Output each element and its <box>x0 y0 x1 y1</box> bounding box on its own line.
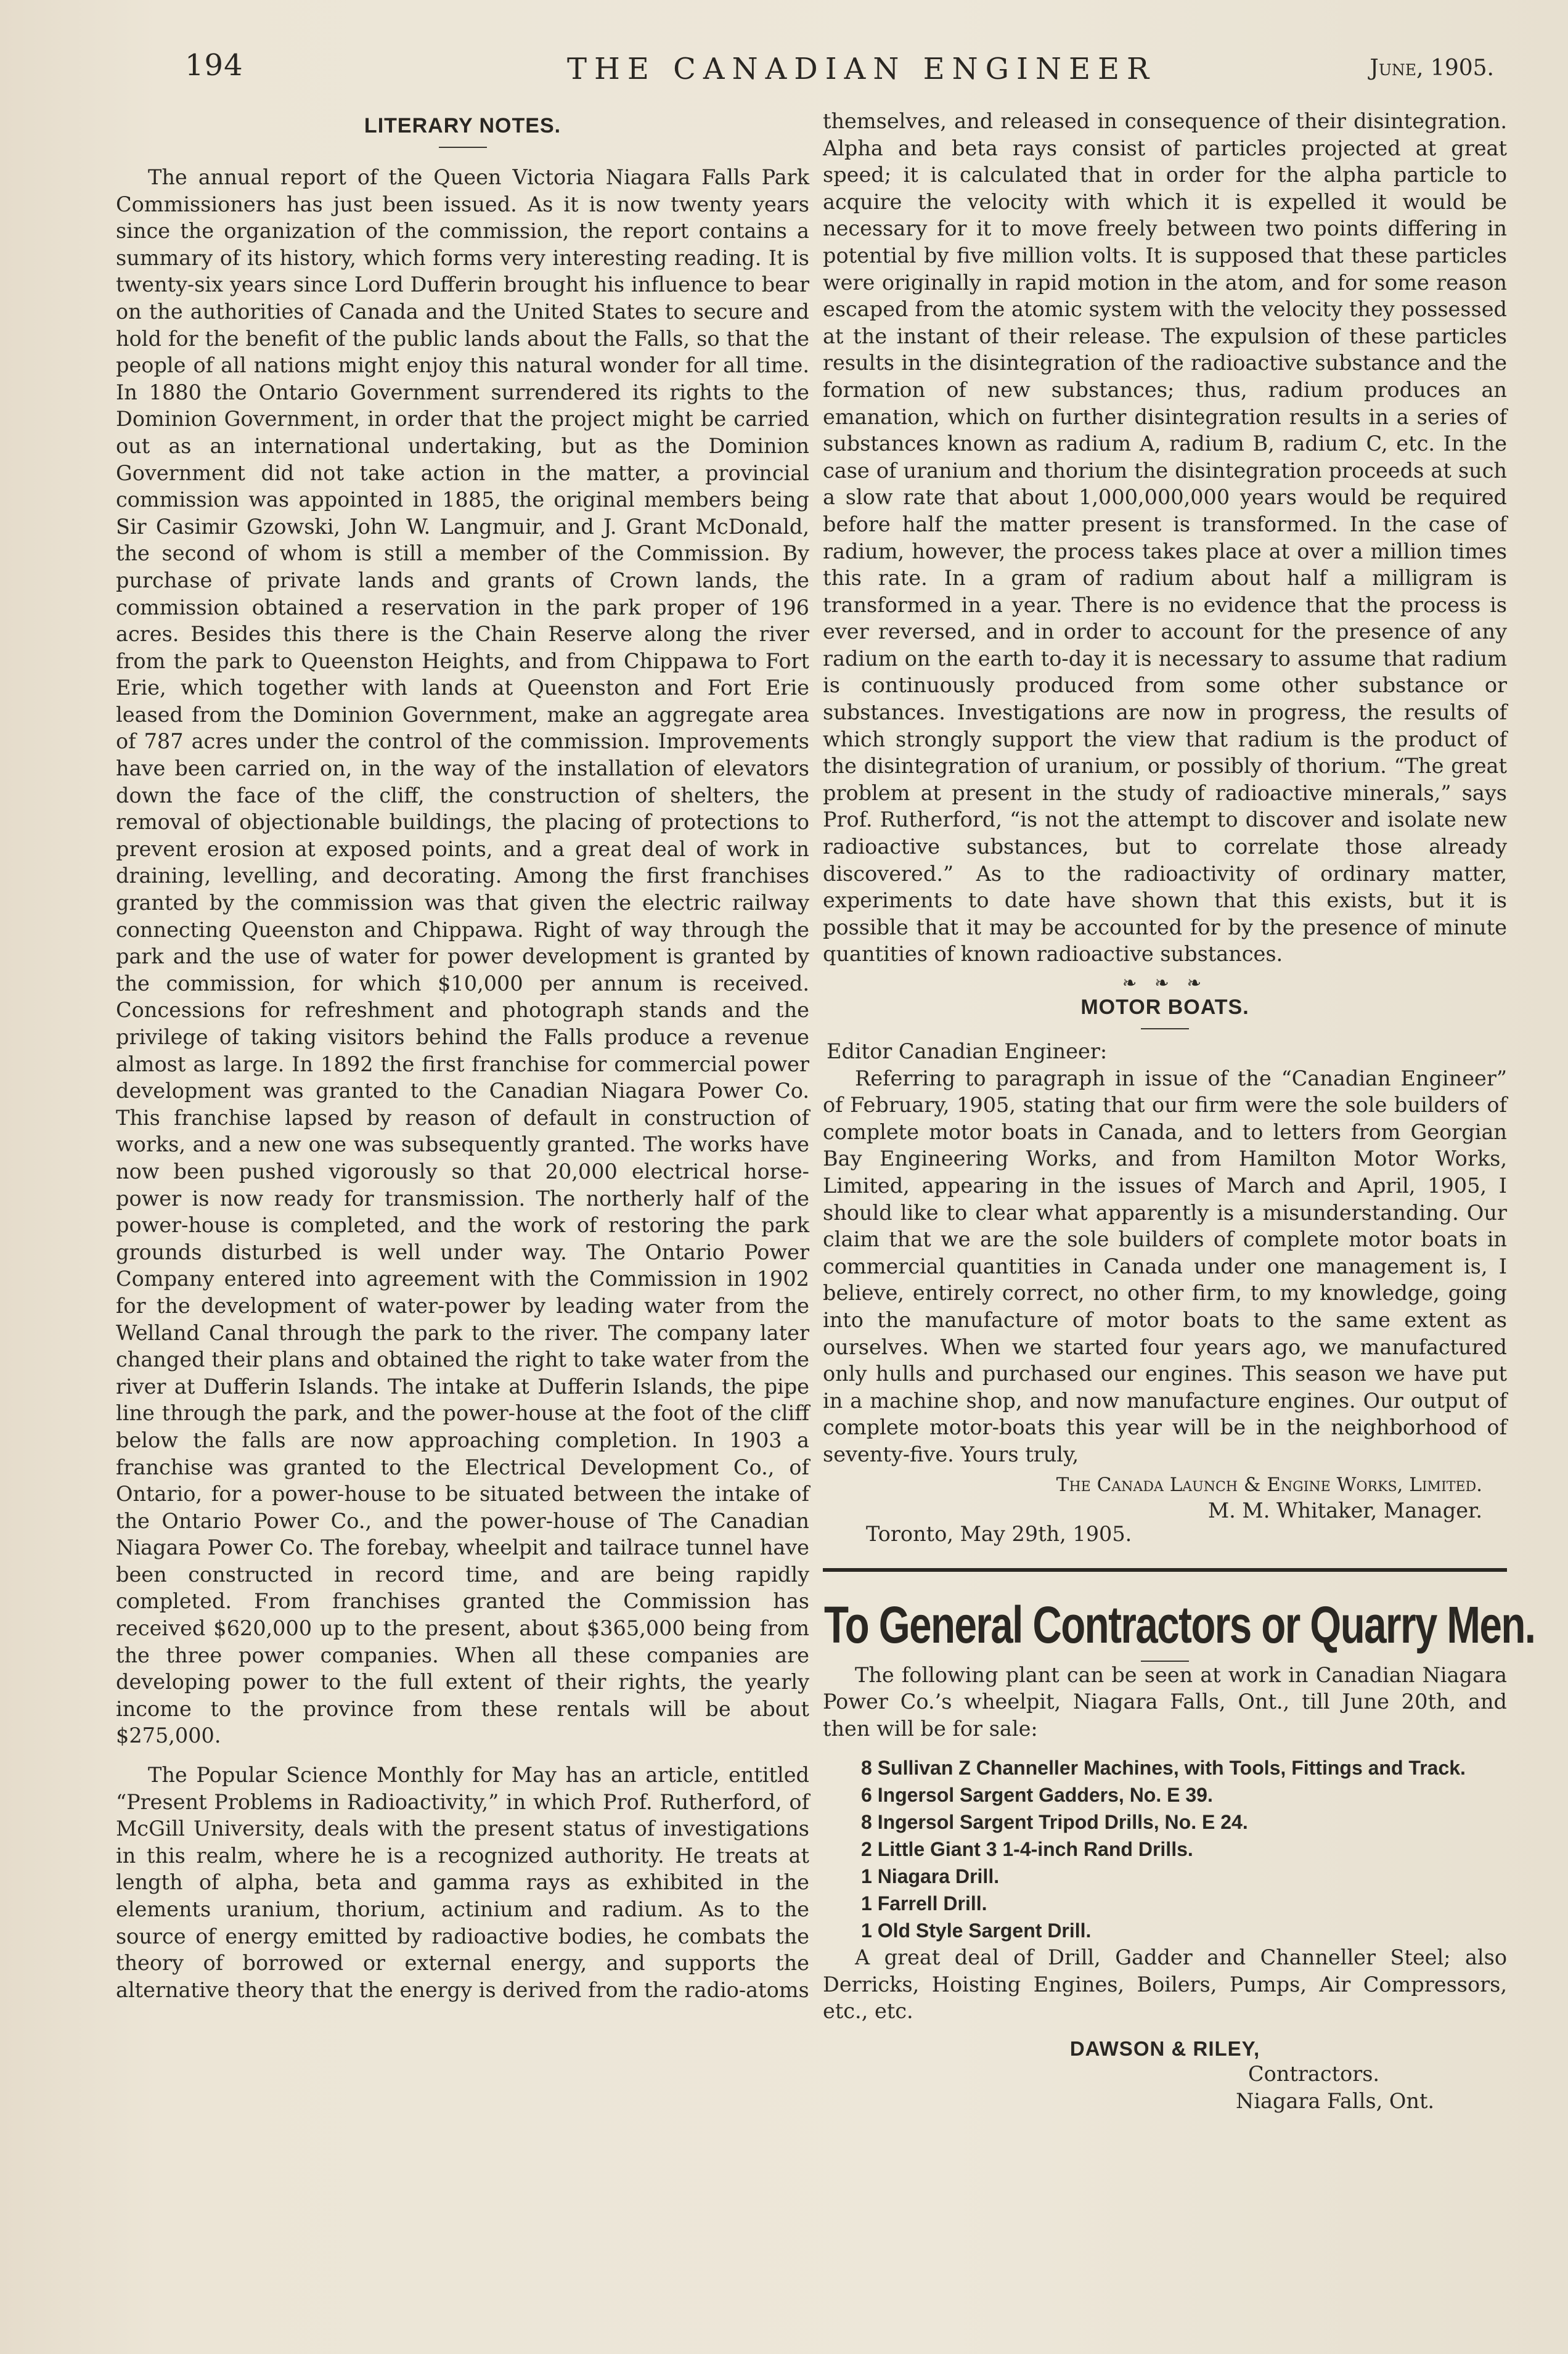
letter-dateline: Toronto, May 29th, 1905. <box>866 1521 1132 1546</box>
advertisement-outro: A great deal of Drill, Gadder and Channeller Steel; also Derricks, Hoisting Engines, Boilers, Pumps, Air Compressors, etc., etc. <box>823 1945 1507 2024</box>
section-ornament: ❧ ❧ ❧ <box>1122 973 1208 993</box>
motor-boats-heading: MOTOR BOATS. <box>1080 995 1249 1019</box>
literary-notes-heading: LITERARY NOTES. <box>364 114 561 137</box>
heading-rule <box>1141 1028 1189 1029</box>
letter-body: Referring to paragraph in issue of the “Canadian Engineer” of February, 1905, stating that our firm were the sole builders of complete motor boats in Canada, and to letters from Georgian Bay Engineering Works, and from Hamilton Motor Works, Limited, appearing in the issues of March and April, 1905, I should like to clear what apparently is a misunderstanding. Our claim that we are the sole builders of complete motor boats in commercial quantities in Canada under one management is, I believe, entirely correct, no other firm, to my knowledge, going into the manufacture of motor boats to the same extent as ourselves. When we started four years ago, we manufactured only hulls and purchased our engines. This season we have put in a machine shop, and now manufacture engines. Our output of complete motor-boats this year will be in the neighborhood of seventy-five. Yours truly, <box>823 1066 1507 1466</box>
list-item: 8 Ingersol Sargent Tripod Drills, No. E 24. <box>861 1811 1248 1834</box>
page-number: 194 <box>185 48 243 83</box>
right-column <box>823 108 1535 2115</box>
letter-firm: The Canada Launch & Engine Works, Limited. <box>1056 1473 1482 1496</box>
literary-notes-paragraph: The annual report of the Queen Victoria Niagara Falls Park Commissioners has just been issued. As it is now twenty years since the organization of the commission, the report contains a summary of its history, which forms very interesting reading. It is twenty-six years since Lord Dufferin brought his influence to bear on the authorities of Canada and the United States to secure and hold for the benefit of the public lands about the Falls, so that the people of all nations might enjoy this natural wonder for all time. In 1880 the Ontario Government surrendered its rights to the Dominion Government, in order that the project might be carried out as an international undertaking, but as the Dominion Government did not take action in the matter, a provincial commission was appointed in 1885, the original members being Sir Casimir Gzowski, John W. Langmuir, and J. Grant McDonald, the second of whom is still a member of the Commission. By purchase of private lands and grants of Crown lands, the commission obtained a reservation in the park proper of 196 acres. Besides this there is the Chain Reserve along the river from the park to Queenston Heights, and from Chippawa to Fort Erie, which together with lands at Queenston and Fort Erie leased from the Dominion Government, make an aggregate area of 787 acres under the control of the commission. Improvements have been carried on, in the way of the installation of elevators down the face of the cliff, the construction of shelters, the removal of objectionable buildings, the placing of protections to prevent erosion at exposed points, and a great deal of work in draining, levelling, and decorating. Among the first franchises granted by the commission was that given the electric railway connecting Queenston and Chippawa. Right of way through the park and the use of water for power development is granted by the commission, for which $10,000 per annum is received. Concessions for refreshment and photograph stands and the privilege of taking visitors behind the Falls produce a revenue almost as large. In 1892 the first franchise for commercial power development was granted to the Canadian Niagara Power Co. This franchise lapsed by reason of default in construction of works, and a new one was subsequently granted. The works have now been pushed vigorously so that 20,000 electrical horse-power is now ready for transmission. The northerly half of the power-house is completed, and the work of restoring the park grounds disturbed is well under way. The Ontario Power Company entered into agreement with the Commission in 1902 for the development of water-power by leading water from the Welland Canal through the park to the river. The company later changed their plans and obtained the right to take water from the river at Dufferin Islands. The intake at Dufferin Islands, the pipe line through the park, and the power-house at the foot of the cliff below the falls are now approaching completion. In 1903 a franchise was granted to the Electrical Development Co., of Ontario, for a power-house to be situated between the intake of the Ontario Power Co., and the power-house of The Canadian Niagara Power Co. The forebay, wheelpit and tailrace tunnel have been constructed in record time, and are being rapidly completed. From franchises granted the Commission has received $620,000 up to the present, about $365,000 being from the three power companies. When all these companies are developing power to the full extent of their rights, the yearly income to the province from these rentals will be about $275,000. <box>116 165 809 1748</box>
letter-signatory: M. M. Whitaker, Manager. <box>1207 1498 1482 1522</box>
advertisement-title: To General Contractors or Quarry Men. <box>824 1595 1535 1654</box>
left-column <box>116 108 809 2003</box>
letter-salutation: Editor Canadian Engineer: <box>827 1039 1108 1063</box>
plant-list <box>823 1754 1507 1944</box>
journal-title: THE CANADIAN ENGINEER <box>567 52 1157 86</box>
heading-rule <box>439 147 487 148</box>
page-header <box>185 48 1519 104</box>
advertisement-intro: The following plant can be seen at work in Canadian Niagara Power Co.’s wheelpit, Niagara Falls, Ont., till June 20th, and then will be for sale: <box>823 1662 1507 1741</box>
literary-notes-paragraph: The Popular Science Monthly for May has an article, entitled “Present Problems in Radioactivity,” in which Prof. Rutherford, of McGill University, deals with the present status of investigations in this realm, where he is a recognized authority. He treats at length of alpha, beta and gamma rays as exhibited in the elements uranium, thorium, actinium and radium. As to the source of energy emitted by radioactive bodies, he combats the theory of borrowed or external energy, and supports the alternative theory that the energy is derived from the radio-atoms <box>116 1763 809 2002</box>
list-item: 8 Sullivan Z Channeller Machines, with Tools, Fittings and Track. <box>861 1757 1466 1780</box>
list-item: 1 Old Style Sargent Drill. <box>861 1919 1092 1942</box>
literary-notes-continuation: themselves, and released in consequence of their disintegration. Alpha and beta rays consist of particles projected at great speed; it is calculated that in order for the alpha particle to acquire the velocity with which it is expelled it would be necessary for it to move freely between two points differing in potential by five million volts. It is supposed that these particles were originally in rapid motion in the atom, and for some reason escaped from the atomic system with the velocity they possessed at the instant of their release. The expulsion of these particles results in the disintegration of the radioactive substance and the formation of new substances; thus, radium produces an emanation, which on further disintegration results in a series of substances known as radium A, radium B, radium C, etc. In the case of uranium and thorium the disintegration proceeds at such a slow rate that about 1,000,000,000 years would be required before half the matter present is transformed. In the case of radium, however, the process takes place at over a million times this rate. In a gram of radium about half a milligram is transformed in a year. There is no evidence that the process is ever reversed, and in order to account for the presence of any radium on the earth to-day it is necessary to assume that radium is continuously produced from some other substance or substances. Investigations are now in progress, the results of which strongly support the view that radium is the product of the disintegration of uranium, or possibly of thorium. “The great problem at present in the study of radioactive minerals,” says Prof. Rutherford, “is not the attempt to discover and isolate new radioactive substances, but to correlate those already discovered.” As to the radioactivity of ordinary matter, experiments to date have shown that this exists, but it is possible that it may be accounted for by the presence of minute quantities of known radioactive substances. <box>823 109 1507 967</box>
issue-date: June, 1905. <box>1370 55 1494 81</box>
list-item: 6 Ingersol Sargent Gadders, No. E 39. <box>861 1784 1213 1807</box>
list-item: 1 Farrell Drill. <box>861 1892 987 1915</box>
advertiser-role: Contractors. <box>1248 2062 1380 2086</box>
list-item: 2 Little Giant 3 1-4-inch Rand Drills. <box>861 1838 1193 1861</box>
advertiser-name: DAWSON & RILEY, <box>1069 2037 1260 2061</box>
advertiser-location: Niagara Falls, Ont. <box>1236 2089 1435 2114</box>
advertisement-rule <box>823 1568 1507 1572</box>
list-item: 1 Niagara Drill. <box>861 1865 1000 1888</box>
